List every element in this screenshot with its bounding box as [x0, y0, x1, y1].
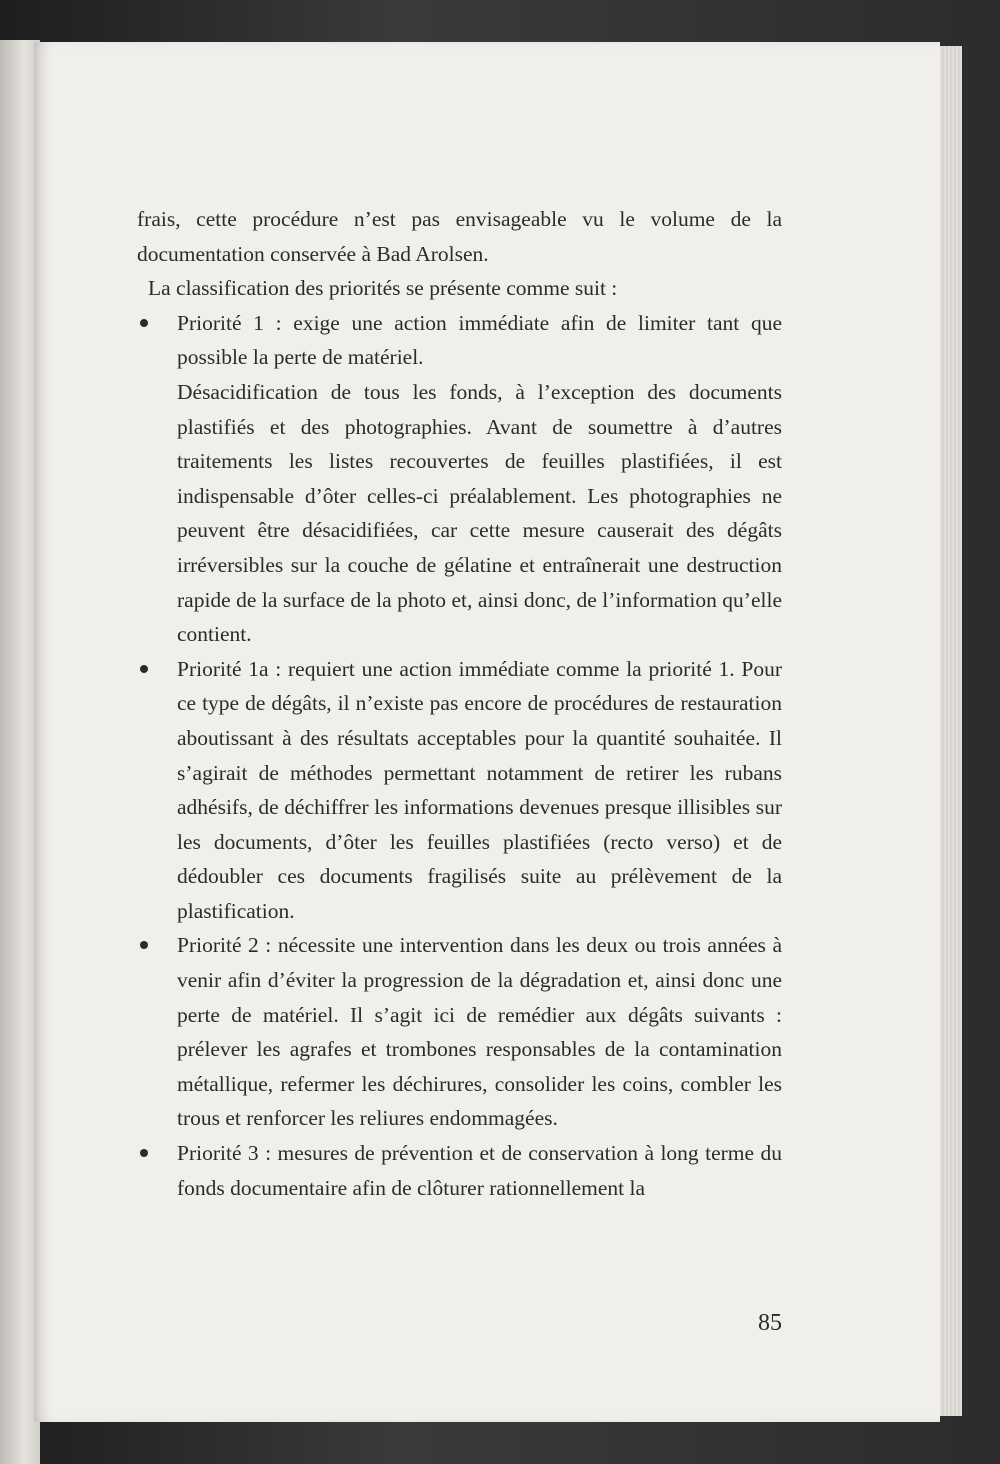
bullet-icon [140, 319, 148, 327]
list-item [137, 652, 782, 929]
bullet-icon [140, 941, 148, 949]
list-item [137, 1136, 782, 1205]
page-number: 85 [758, 1310, 782, 1336]
priority-1-continuation: Désacidification de tous les fonds, à l’exception des documents plastifiés et des photographies. Avant de soumettre à d’autres traitements les listes recouvertes de feuilles plastifiées, il est indispensable d’ôter celles-ci préalablement. Les photographies ne peuvent être désacidifiées, car cette mesure causerait des dégâts irréversibles sur la couche de gélatine et entraînerait une destruction rapide de la surface de la photo et, ainsi donc, de l’information qu’elle contient. [177, 379, 782, 647]
bullet-icon [140, 665, 148, 673]
list-item [137, 306, 782, 652]
priority-1-text: Priorité 1 : exige une action immédiate afin de limiter tant que possible la perte de matériel. [177, 310, 782, 370]
priority-list [137, 306, 782, 1205]
intro-paragraph: frais, cette procédure n’est pas envisageable vu le volume de la documentation conservée à Bad Arolsen. [137, 207, 782, 266]
classification-paragraph: La classification des priorités se présente comme suit : [148, 276, 618, 301]
bullet-icon [140, 1149, 148, 1157]
priority-3-text: Priorité 3 : mesures de prévention et de conservation à long terme du fonds documentaire afin de clôturer rationnellement la [177, 1141, 782, 1200]
priority-1a-text: Priorité 1a : requiert une action immédiate comme la priorité 1. Pour ce type de dégâts, il n’existe pas encore de procédures de restauration aboutissant à des résultats acceptables pour la quantité souhaitée. Il s’agirait de méthodes permettant notamment de retirer les rubans adhésifs, de déchiffrer les informations devenues presque illisibles sur les documents, d’ôter les feuilles plastifiées (recto verso) et de dédoubler ces documents fragilisés suite au prélèvement de la plastification. [177, 656, 782, 923]
page-text [137, 202, 782, 1205]
priority-2-text: Priorité 2 : nécessite une intervention dans les deux ou trois années à venir afin d’éviter la progression de la dégradation et, ainsi donc une perte de matériel. Il s’agit ici de remédier aux dégâts suivants : prélever les agrafes et trombones responsables de la contamination métallique, refermer les déchirures, consolider les coins, combler les trous et renforcer les reliures endommagées. [177, 933, 782, 1131]
list-item [137, 928, 782, 1136]
